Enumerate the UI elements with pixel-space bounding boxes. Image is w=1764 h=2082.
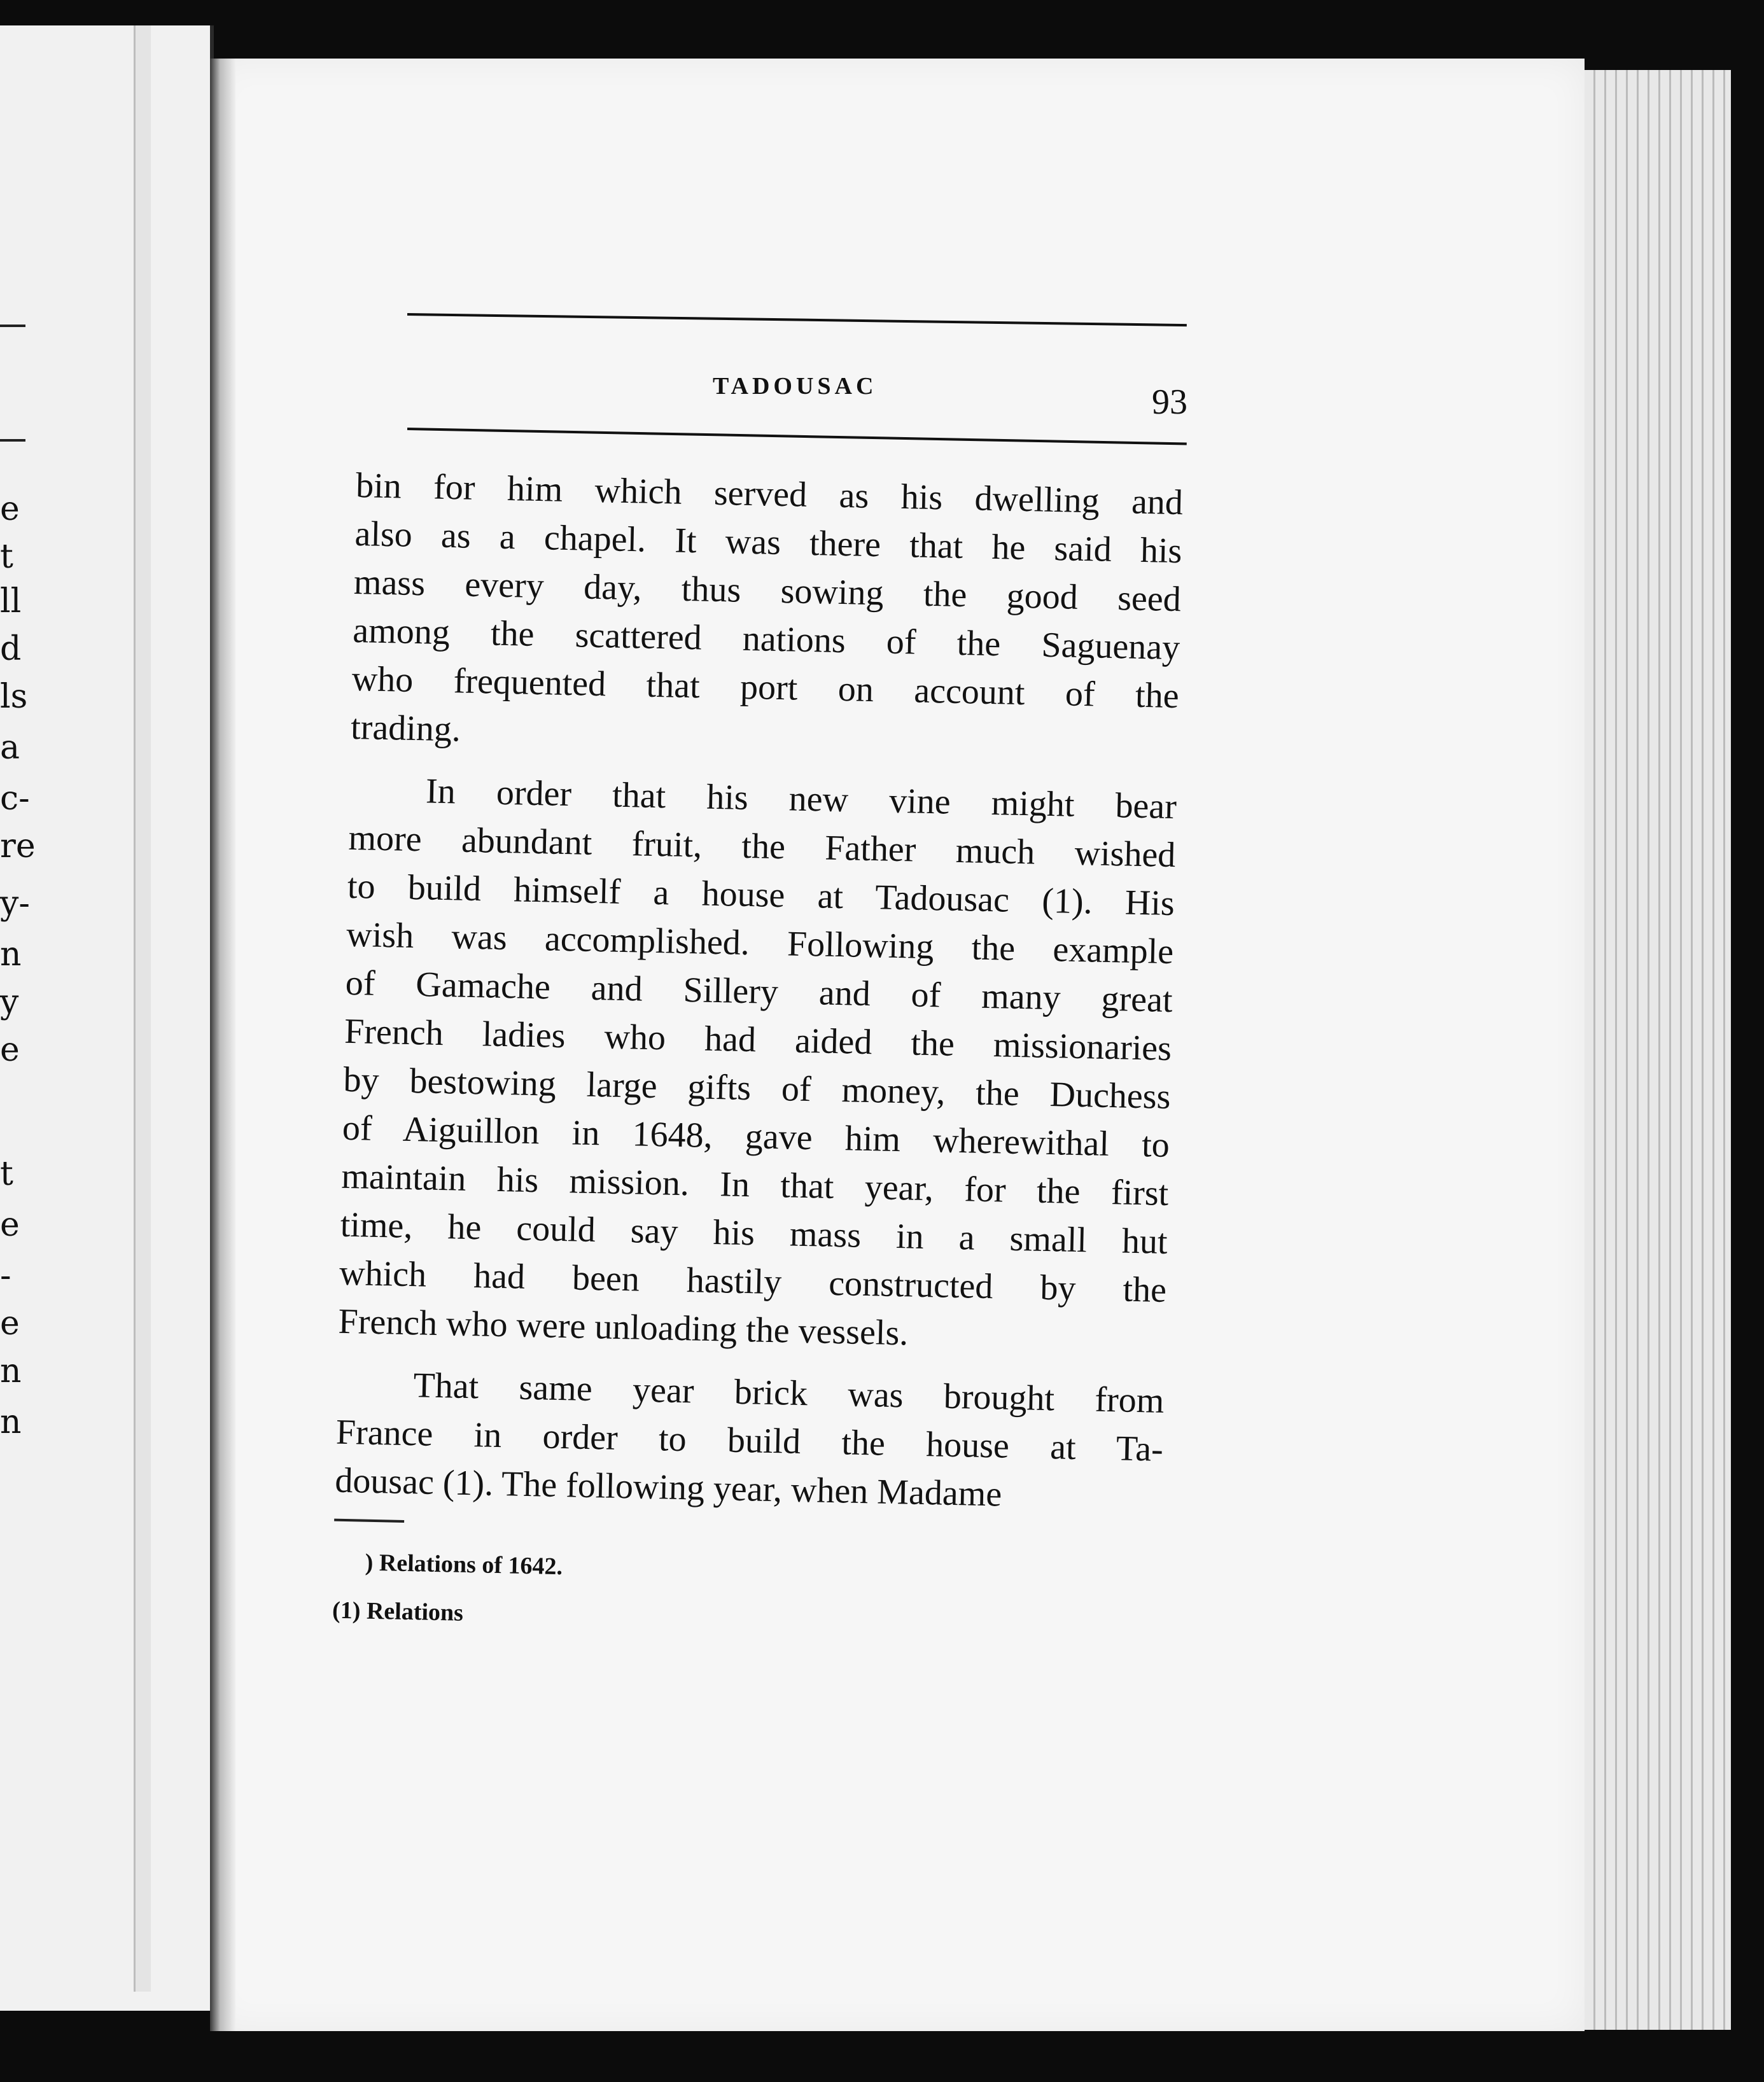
text-line: also as a chapel. It was there that he said his xyxy=(354,514,1182,571)
facing-page-fragment: y- xyxy=(0,884,30,923)
text-line: trading. xyxy=(350,707,461,750)
facing-page-fragment: ls xyxy=(0,678,28,716)
text-line: In order that his new vine might bear xyxy=(425,771,1177,827)
facing-page-fragment: n xyxy=(0,935,22,974)
facing-page-fragment: e xyxy=(0,1031,20,1069)
facing-page-fragment: e xyxy=(0,1206,20,1244)
paragraph xyxy=(338,765,1177,1363)
facing-page-fragment: a xyxy=(0,729,20,767)
text-line: by bestowing large gifts of money, the Duchess xyxy=(342,1059,1172,1117)
facing-page-fragment: d xyxy=(0,630,22,668)
text-line: France in order to build the house at Ta- xyxy=(335,1412,1164,1469)
page-gutter-shadow xyxy=(210,59,235,2031)
facing-page-fragment: c- xyxy=(0,779,30,818)
text-line: maintain his mission. In that year, for the first xyxy=(340,1156,1169,1213)
text-line: bin for him which served as his dwelling and xyxy=(355,465,1184,523)
facing-page-fragment: e xyxy=(0,490,20,528)
text-line: That same year brick was brought from xyxy=(412,1366,1165,1421)
facing-page-fragment: t xyxy=(0,1155,13,1193)
text-line: to build himself a house at Tadousac (1). His xyxy=(347,866,1175,924)
facing-page-left xyxy=(0,25,214,2011)
text-line: mass every day, thus sowing the good seed xyxy=(353,562,1182,620)
facing-page-fragment: - xyxy=(0,1257,11,1295)
facing-page-rule xyxy=(0,325,25,327)
facing-page-fragment: re xyxy=(0,827,36,865)
running-title: TADOUSAC xyxy=(713,373,878,400)
facing-page-edge xyxy=(134,25,151,1992)
paragraph xyxy=(335,1360,1165,1522)
facing-page-fragment: ll xyxy=(0,582,22,620)
text-line: of Aiguillon in 1648, gave him wherewithal to xyxy=(342,1108,1170,1165)
facing-page-fragment: n xyxy=(0,1403,22,1441)
facing-page-fragment: n xyxy=(0,1352,22,1390)
text-line: French ladies who had aided the missionaries xyxy=(344,1011,1172,1069)
footnote: (1) Relations xyxy=(332,1596,464,1626)
page-number: 93 xyxy=(1152,382,1187,422)
text-line: dousac (1). The following year, when Madame xyxy=(334,1460,1002,1514)
text-line: among the scattered nations of the Saguenay xyxy=(352,610,1180,668)
text-line: French who were unloading the vessels. xyxy=(338,1301,909,1353)
facing-page-fragment: t xyxy=(0,538,13,576)
footnote: ) Relations of 1642. xyxy=(365,1549,563,1581)
text-line: more abundant fruit, the Father much wished xyxy=(347,818,1176,876)
body-text xyxy=(335,461,1184,1522)
text-line: which had been hastily constructed by the xyxy=(339,1253,1167,1310)
facing-page-fragment: y xyxy=(0,983,19,1021)
footnote-rule xyxy=(334,1519,404,1523)
page-stack-edges xyxy=(1585,70,1731,2030)
page-body xyxy=(332,461,1183,1652)
text-line: wish was accomplished. Following the example xyxy=(346,914,1174,972)
text-line: of Gamache and Sillery and of many great xyxy=(345,963,1173,1021)
text-line: who frequented that port on account of the xyxy=(351,659,1180,716)
facing-page-fragment: e xyxy=(0,1304,20,1343)
text-line: time, he could say his mass in a small hut xyxy=(340,1205,1168,1262)
paragraph xyxy=(350,461,1183,769)
facing-page-rule xyxy=(0,439,25,442)
